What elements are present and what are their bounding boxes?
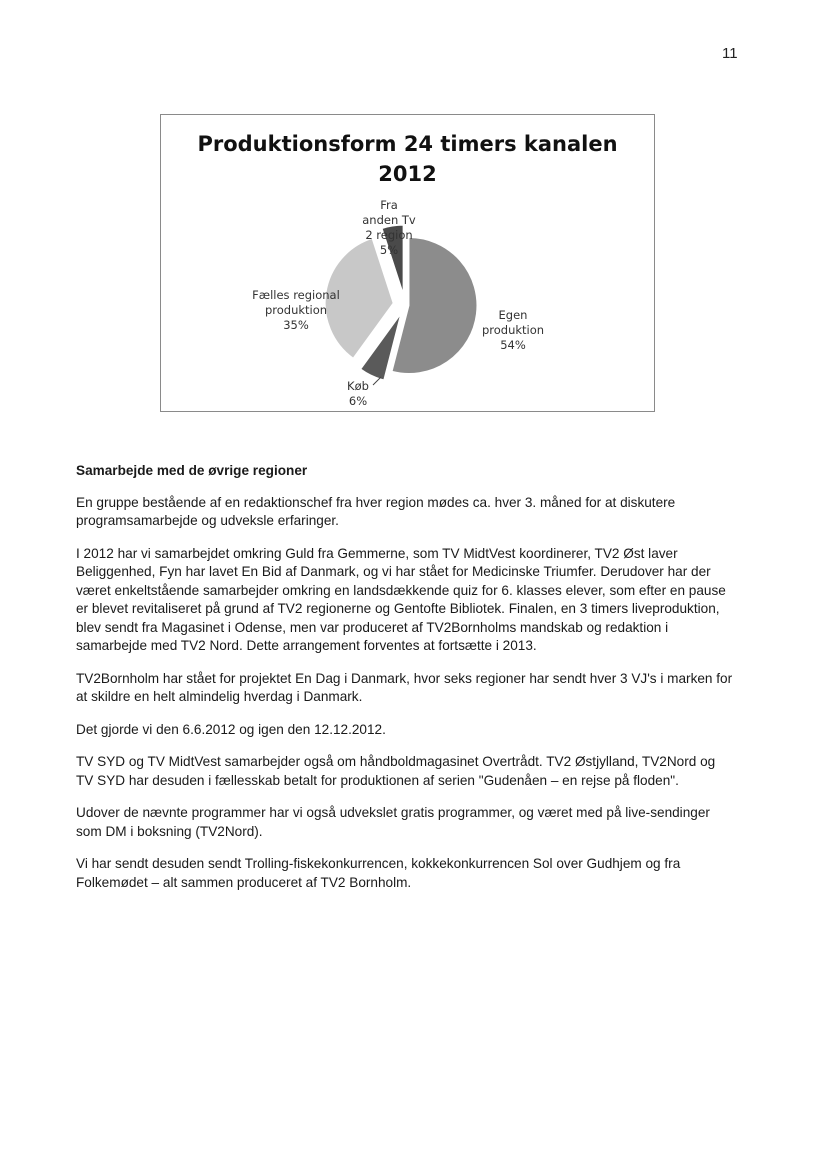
page-number: 11 bbox=[722, 45, 738, 62]
paragraph-2: I 2012 har vi samarbejdet omkring Guld fra Gemmerne, som TV MidtVest koordinerer, TV2 Øst laver Beliggenhed, Fyn har lavet En Bid af Danmark, og vi har stået for Medicinske Triumfer. Derudover har der været enkeltstående samarbejder omkring en landsdækkende quiz for 6. klasses elever, som efter en pause er blevet revitaliseret på grund af TV2 regionerne og Gentofte Bibliotek. Finalen, en 3 timers liveproduktion, blev sendt fra Magasinet i Odense, men var produceret af TV2Bornholms mandskab og redaktion i samarbejde med TV2 Nord. Dette arrangement forventes at fortsætte i 2013. bbox=[76, 545, 726, 653]
slice-label-line: produktion bbox=[481, 323, 545, 337]
slice-label-line: Fra bbox=[380, 198, 398, 212]
slice-percent: 35% bbox=[283, 318, 309, 332]
paragraph-5: TV SYD og TV MidtVest samarbejder også om håndboldmagasinet Overtrådt. TV2 Østjylland, TV2Nord og TV SYD har desuden i fællesskab betalt for produktionen af serien "Gudenåen – en rejse på floden". bbox=[76, 754, 716, 788]
slice-percent: 5% bbox=[379, 243, 399, 257]
slice-percent: 6% bbox=[348, 394, 368, 408]
slice-label-line: anden Tv bbox=[362, 213, 416, 227]
section-samarbejde bbox=[76, 462, 736, 906]
paragraph-7: Vi har sendt desuden sendt Trolling-fiskekonkurrencen, kokkekonkurrencen Sol over Gudhjem og fra Folkemødet – alt sammen produceret af TV2 Bornholm. bbox=[76, 856, 681, 890]
slice-label-line: produktion bbox=[264, 303, 328, 317]
paragraph-1: En gruppe bestående af en redaktionschef fra hver region mødes ca. hver 3. måned for at diskutere programsamarbejde og udveksle erfaringer. bbox=[76, 494, 676, 528]
slice-label-line: Fælles regional bbox=[252, 288, 340, 302]
paragraph-3: TV2Bornholm har stået for projektet En Dag i Danmark, hvor seks regioner har sendt hver 3 VJ's i marken for at skildre en helt almindelig hverdag i Danmark. bbox=[76, 670, 733, 704]
chart-title bbox=[161, 129, 654, 189]
slice-label-line: 2 region bbox=[365, 228, 413, 242]
slice-label-faelles-regional bbox=[241, 288, 351, 333]
pie-chart bbox=[160, 114, 655, 412]
slice-label-fra-anden-tv bbox=[349, 198, 429, 258]
section-heading: Samarbejde med de øvrige regioner bbox=[76, 463, 308, 478]
slice-label-line: Køb bbox=[347, 379, 369, 393]
slice-percent: 54% bbox=[500, 338, 526, 352]
paragraph-6: Udover de nævnte programmer har vi også udvekslet gratis programmer, og været med på live-sendinger som DM i boksning (TV2Nord). bbox=[76, 805, 710, 839]
slice-label-line: Egen bbox=[498, 308, 528, 322]
paragraph-4: Det gjorde vi den 6.6.2012 og igen den 12.12.2012. bbox=[76, 721, 386, 737]
chart-title-line-2: 2012 bbox=[378, 162, 437, 186]
chart-title-line-1: Produktionsform 24 timers kanalen bbox=[197, 132, 618, 156]
slice-label-koeb bbox=[333, 379, 383, 409]
slice-label-egen-produktion bbox=[473, 308, 553, 353]
